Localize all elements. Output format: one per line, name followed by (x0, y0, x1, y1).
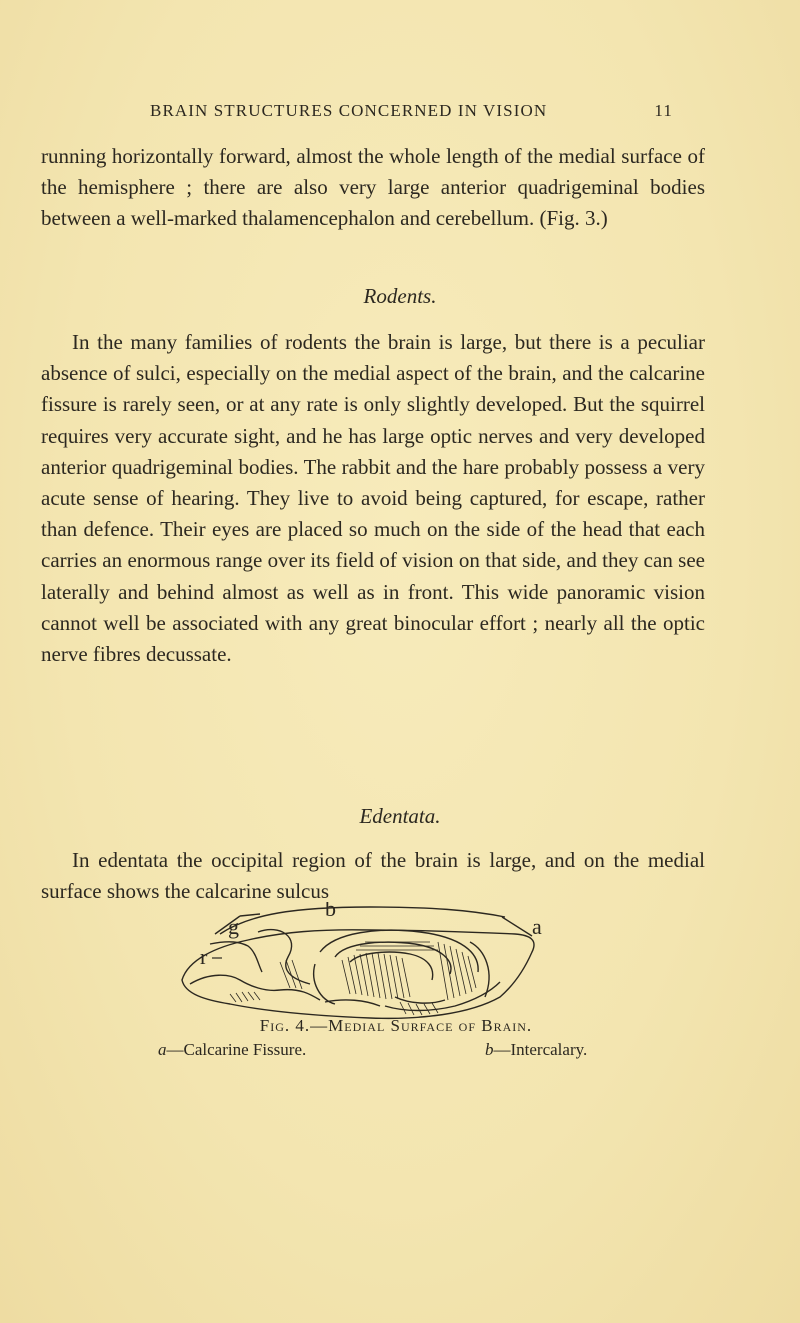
figure-label-b: b (325, 902, 336, 921)
paragraph-text: running horizontally forward, almost the whole length of the medial surface of the hemisphere ; there are also very large anterior quadrigeminal bodies between a well-marked thalamencephalon and cerebellum. (Fig. 3.) (41, 144, 705, 231)
figure-label-r: r (200, 944, 208, 969)
paragraph-text: In the many families of rodents the brain is large, but there is a peculiar absence of sulci, especially on the medial aspect of the brain, and the calcarine fissure is rarely seen, or at any rate is only slightly developed. But the squirrel requires very accurate sight, and he has large optic nerves and very developed anterior quadrigeminal bodies. The rabbit and the hare probably possess a very acute sense of hearing. They live to avoid being captured, for escape, rather than defence. Their eyes are placed so much on the side of the head that each carries an enormous range over its field of vision on that side, and they can see laterally and behind almost as well as in front. This wide panoramic vision cannot well be associated with any great binocular effort ; nearly all the optic nerve fibres decussate. (41, 330, 705, 667)
section-heading-edentata: Edentata. (359, 804, 441, 828)
running-head-title: BRAIN STRUCTURES CONCERNED IN VISION (150, 101, 548, 120)
section-heading-rodents: Rodents. (363, 284, 437, 308)
figure-key-b (485, 1040, 587, 1060)
page-number: 11 (654, 101, 673, 120)
figure-key-a-letter: a (158, 1040, 167, 1059)
paragraph-text: In edentata the occipital region of the brain is large, and on the medial surface shows the calcarine sulcus (41, 848, 705, 904)
figure-label-a: a (532, 914, 542, 939)
figure-key-b-letter: b (485, 1040, 494, 1059)
paragraph-continuation (41, 141, 705, 235)
figure-key-b-text: —Intercalary. (493, 1040, 588, 1059)
figure-caption: Fig. 4.—Medial Surface of Brain. (259, 1016, 533, 1035)
paragraph-edentata (41, 845, 705, 907)
running-head (150, 101, 673, 121)
brain-medial-surface-illustration (170, 902, 560, 1022)
paragraph-rodents (41, 327, 705, 670)
figure-label-g: g (228, 914, 239, 939)
figure-key-a-text: —Calcarine Fissure. (166, 1040, 307, 1059)
figure-key-a (158, 1040, 306, 1060)
